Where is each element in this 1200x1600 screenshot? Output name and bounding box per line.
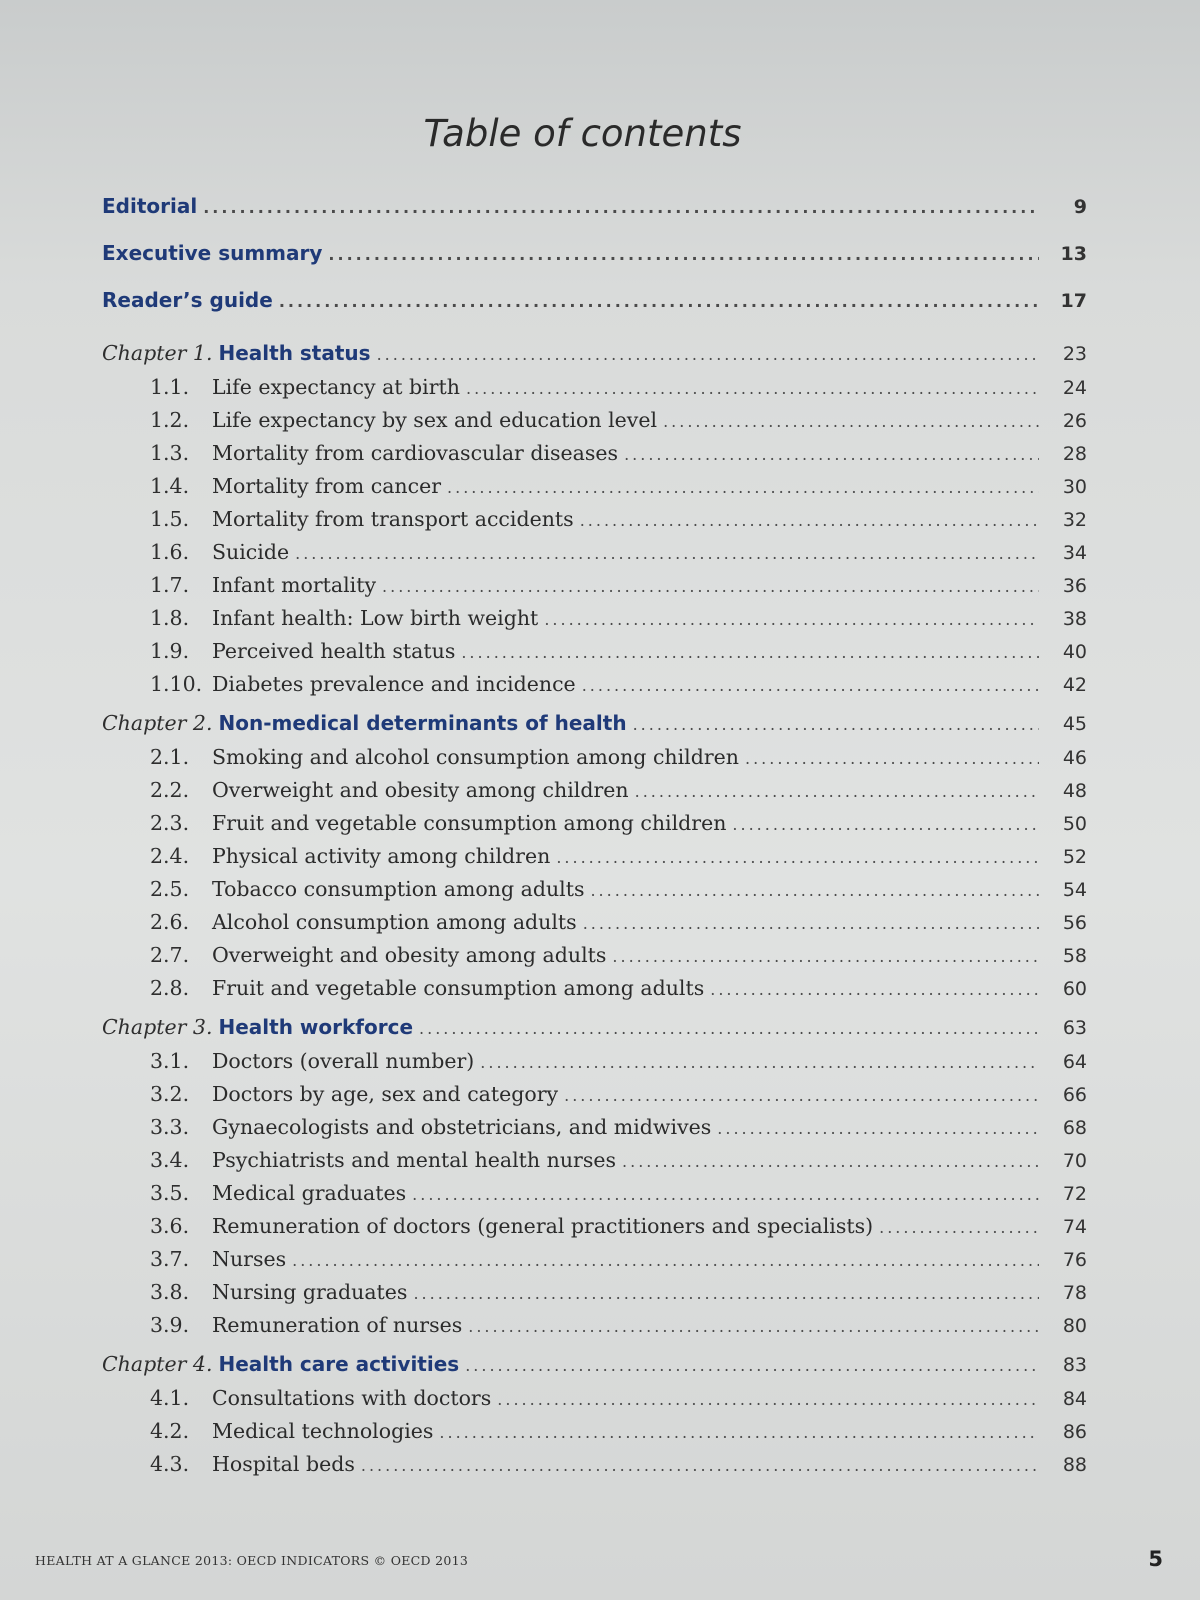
toc-page-number: 52	[1062, 846, 1087, 868]
toc-page-number: 30	[1062, 476, 1087, 498]
toc-item[interactable]	[102, 1280, 1087, 1313]
toc-page-number: 34	[1062, 542, 1087, 564]
toc-item[interactable]	[102, 1313, 1087, 1346]
toc-page-number: 72	[1062, 1183, 1087, 1205]
toc-entry-editorial[interactable]	[102, 194, 1087, 241]
toc-item[interactable]	[102, 1181, 1087, 1214]
section-number: 1.5.	[150, 507, 190, 531]
toc-item[interactable]	[102, 474, 1087, 507]
section-number: 1.10.	[150, 672, 203, 696]
section-title: Smoking and alcohol consumption among children	[212, 745, 739, 769]
toc-page-number: 86	[1062, 1421, 1087, 1443]
toc-entry-label: Reader’s guide	[102, 288, 273, 312]
dot-leader	[556, 848, 1039, 867]
dot-leader	[447, 478, 1039, 497]
toc-item[interactable]	[102, 408, 1087, 441]
dot-leader	[633, 715, 1039, 734]
section-title: Life expectancy at birth	[212, 375, 460, 399]
toc-page-number: 38	[1062, 608, 1087, 630]
toc-page-number: 63	[1062, 1017, 1087, 1039]
dot-leader	[544, 610, 1039, 629]
section-title: Infant mortality	[212, 573, 377, 597]
toc-page-number: 88	[1062, 1454, 1087, 1476]
toc-item[interactable]	[102, 573, 1087, 606]
toc-page-number: 23	[1062, 343, 1087, 365]
dot-leader	[466, 379, 1039, 398]
dot-leader	[635, 782, 1039, 801]
toc-page-number: 68	[1062, 1117, 1087, 1139]
footer-copyright: HEALTH AT A GLANCE 2013: OECD INDICATORS © OECD 2013	[35, 1553, 469, 1568]
dot-leader	[419, 1019, 1039, 1038]
toc-page-number: 74	[1062, 1216, 1087, 1238]
section-title: Remuneration of nurses	[212, 1313, 463, 1337]
section-title: Medical graduates	[212, 1181, 407, 1205]
toc-page-number: 24	[1062, 377, 1087, 399]
toc-item[interactable]	[102, 1386, 1087, 1419]
toc-item[interactable]	[102, 375, 1087, 408]
toc-item[interactable]	[102, 844, 1087, 877]
section-number: 3.6.	[150, 1214, 190, 1238]
section-number: 3.2.	[150, 1082, 190, 1106]
toc-page-number: 17	[1060, 290, 1087, 312]
chapter-prefix: Chapter 3.	[102, 1015, 213, 1039]
toc-page-number: 36	[1062, 575, 1087, 597]
dot-leader	[413, 1284, 1039, 1303]
section-number: 1.3.	[150, 441, 190, 465]
section-number: 1.4.	[150, 474, 190, 498]
toc-item[interactable]	[102, 910, 1087, 943]
toc-page-number: 42	[1062, 674, 1087, 696]
section-title: Life expectancy by sex and education level	[212, 408, 658, 432]
chapter-heading-4[interactable]	[102, 1352, 1087, 1386]
section-number: 3.7.	[150, 1247, 190, 1271]
section-number: 1.2.	[150, 408, 190, 432]
toc-item[interactable]	[102, 976, 1087, 1009]
dot-leader	[461, 643, 1039, 662]
section-number: 1.1.	[150, 375, 190, 399]
toc-item[interactable]	[102, 540, 1087, 573]
toc-page-number: 64	[1062, 1051, 1087, 1073]
toc-page-number: 84	[1062, 1388, 1087, 1410]
toc-item[interactable]	[102, 778, 1087, 811]
dot-leader	[732, 815, 1039, 834]
toc-page-number: 32	[1062, 509, 1087, 531]
toc-item[interactable]	[102, 441, 1087, 474]
dot-leader	[328, 245, 1039, 264]
chapter-prefix: Chapter 2.	[102, 711, 213, 735]
toc-entry-executive-summary[interactable]	[102, 241, 1087, 288]
section-title: Nurses	[212, 1247, 287, 1271]
toc-item[interactable]	[102, 1049, 1087, 1082]
section-title: Mortality from transport accidents	[212, 507, 574, 531]
toc-page-number: 78	[1062, 1282, 1087, 1304]
section-number: 1.7.	[150, 573, 190, 597]
section-title: Consultations with doctors	[212, 1386, 492, 1410]
page-title: Table of contents	[423, 112, 742, 155]
section-title: Gynaecologists and obstetricians, and midwives	[212, 1115, 712, 1139]
section-title: Mortality from cancer	[212, 474, 442, 498]
section-number: 3.8.	[150, 1280, 190, 1304]
chapter-title: Health care activities	[218, 1352, 460, 1376]
toc-item[interactable]	[102, 672, 1087, 705]
section-title: Psychiatrists and mental health nurses	[212, 1148, 617, 1172]
dot-leader	[480, 1053, 1039, 1072]
toc-item[interactable]	[102, 1214, 1087, 1247]
toc-page-number: 13	[1060, 243, 1087, 265]
toc-item[interactable]	[102, 745, 1087, 778]
chapter-heading-3[interactable]	[102, 1015, 1087, 1049]
section-number: 1.8.	[150, 606, 190, 630]
dot-leader	[465, 1356, 1039, 1375]
section-number: 4.3.	[150, 1452, 190, 1476]
section-title: Overweight and obesity among children	[212, 778, 629, 802]
toc-page-number: 26	[1062, 410, 1087, 432]
dot-leader	[497, 1390, 1039, 1409]
toc-page-number: 9	[1073, 196, 1087, 218]
section-number: 2.1.	[150, 745, 190, 769]
dot-leader	[361, 1456, 1039, 1475]
chapter-heading-1[interactable]	[102, 341, 1087, 375]
section-number: 3.5.	[150, 1181, 190, 1205]
dot-leader	[590, 881, 1039, 900]
dot-leader	[622, 1152, 1039, 1171]
section-title: Physical activity among children	[212, 844, 551, 868]
section-title: Remuneration of doctors (general practitioners and specialists)	[212, 1214, 874, 1238]
chapter-prefix: Chapter 1.	[102, 341, 213, 365]
table-of-contents	[102, 194, 1087, 1485]
toc-page-number: 76	[1062, 1249, 1087, 1271]
dot-leader	[710, 980, 1039, 999]
dot-leader	[279, 292, 1039, 311]
section-number: 1.6.	[150, 540, 190, 564]
section-number: 2.6.	[150, 910, 190, 934]
section-number: 2.7.	[150, 943, 190, 967]
footer-page-number: 5	[1148, 1547, 1163, 1571]
section-number: 2.5.	[150, 877, 190, 901]
dot-leader	[745, 749, 1039, 768]
section-title: Nursing graduates	[212, 1280, 408, 1304]
toc-item[interactable]	[102, 1148, 1087, 1181]
section-number: 2.3.	[150, 811, 190, 835]
toc-page-number: 48	[1062, 780, 1087, 802]
toc-page-number: 60	[1062, 978, 1087, 1000]
toc-item[interactable]	[102, 1452, 1087, 1485]
dot-leader	[580, 511, 1039, 530]
toc-item[interactable]	[102, 877, 1087, 910]
dot-leader	[468, 1317, 1039, 1336]
section-title: Fruit and vegetable consumption among children	[212, 811, 727, 835]
dot-leader	[382, 577, 1039, 596]
dot-leader	[717, 1119, 1039, 1138]
dot-leader	[612, 947, 1039, 966]
section-number: 2.4.	[150, 844, 190, 868]
toc-page-number: 56	[1062, 912, 1087, 934]
toc-item[interactable]	[102, 507, 1087, 540]
dot-leader	[624, 445, 1039, 464]
chapter-heading-2[interactable]	[102, 711, 1087, 745]
section-number: 4.2.	[150, 1419, 190, 1443]
toc-page-number: 46	[1062, 747, 1087, 769]
section-title: Doctors (overall number)	[212, 1049, 475, 1073]
section-title: Overweight and obesity among adults	[212, 943, 607, 967]
toc-entry-readers-guide[interactable]	[102, 288, 1087, 335]
toc-item[interactable]	[102, 606, 1087, 639]
toc-page-number: 83	[1062, 1354, 1087, 1376]
section-title: Tobacco consumption among adults	[212, 877, 585, 901]
dot-leader	[564, 1086, 1039, 1105]
dot-leader	[295, 544, 1039, 563]
toc-item[interactable]	[102, 1419, 1087, 1452]
dot-leader	[439, 1423, 1039, 1442]
section-number: 3.1.	[150, 1049, 190, 1073]
toc-item[interactable]	[102, 1115, 1087, 1148]
section-title: Medical technologies	[212, 1419, 434, 1443]
section-title: Mortality from cardiovascular diseases	[212, 441, 619, 465]
toc-item[interactable]	[102, 639, 1087, 672]
toc-entry-label: Executive summary	[102, 241, 323, 265]
section-number: 3.4.	[150, 1148, 190, 1172]
chapter-title: Non-medical determinants of health	[218, 711, 627, 735]
dot-leader	[879, 1218, 1039, 1237]
dot-leader	[582, 676, 1039, 695]
section-title: Alcohol consumption among adults	[212, 910, 577, 934]
dot-leader	[377, 345, 1039, 364]
section-title: Suicide	[212, 540, 290, 564]
toc-page-number: 40	[1062, 641, 1087, 663]
dot-leader	[203, 198, 1039, 217]
toc-page-number: 70	[1062, 1150, 1087, 1172]
dot-leader	[663, 412, 1039, 431]
section-title: Perceived health status	[212, 639, 456, 663]
section-number: 4.1.	[150, 1386, 190, 1410]
section-title: Diabetes prevalence and incidence	[212, 672, 576, 696]
toc-item[interactable]	[102, 1082, 1087, 1115]
chapter-prefix: Chapter 4.	[102, 1352, 213, 1376]
toc-item[interactable]	[102, 811, 1087, 844]
toc-page-number: 58	[1062, 945, 1087, 967]
section-number: 3.3.	[150, 1115, 190, 1139]
toc-entry-label: Editorial	[102, 194, 198, 218]
section-title: Fruit and vegetable consumption among adults	[212, 976, 705, 1000]
toc-page-number: 28	[1062, 443, 1087, 465]
dot-leader	[412, 1185, 1039, 1204]
toc-page-number: 50	[1062, 813, 1087, 835]
section-number: 2.2.	[150, 778, 190, 802]
section-number: 1.9.	[150, 639, 190, 663]
toc-page-number: 66	[1062, 1084, 1087, 1106]
toc-page-number: 45	[1062, 713, 1087, 735]
chapter-title: Health status	[218, 341, 371, 365]
section-title: Infant health: Low birth weight	[212, 606, 539, 630]
toc-item[interactable]	[102, 943, 1087, 976]
section-number: 3.9.	[150, 1313, 190, 1337]
dot-leader	[583, 914, 1039, 933]
section-number: 2.8.	[150, 976, 190, 1000]
toc-item[interactable]	[102, 1247, 1087, 1280]
chapter-title: Health workforce	[218, 1015, 414, 1039]
section-title: Doctors by age, sex and category	[212, 1082, 559, 1106]
toc-page-number: 54	[1062, 879, 1087, 901]
section-title: Hospital beds	[212, 1452, 355, 1476]
dot-leader	[292, 1251, 1039, 1270]
toc-page-number: 80	[1062, 1315, 1087, 1337]
